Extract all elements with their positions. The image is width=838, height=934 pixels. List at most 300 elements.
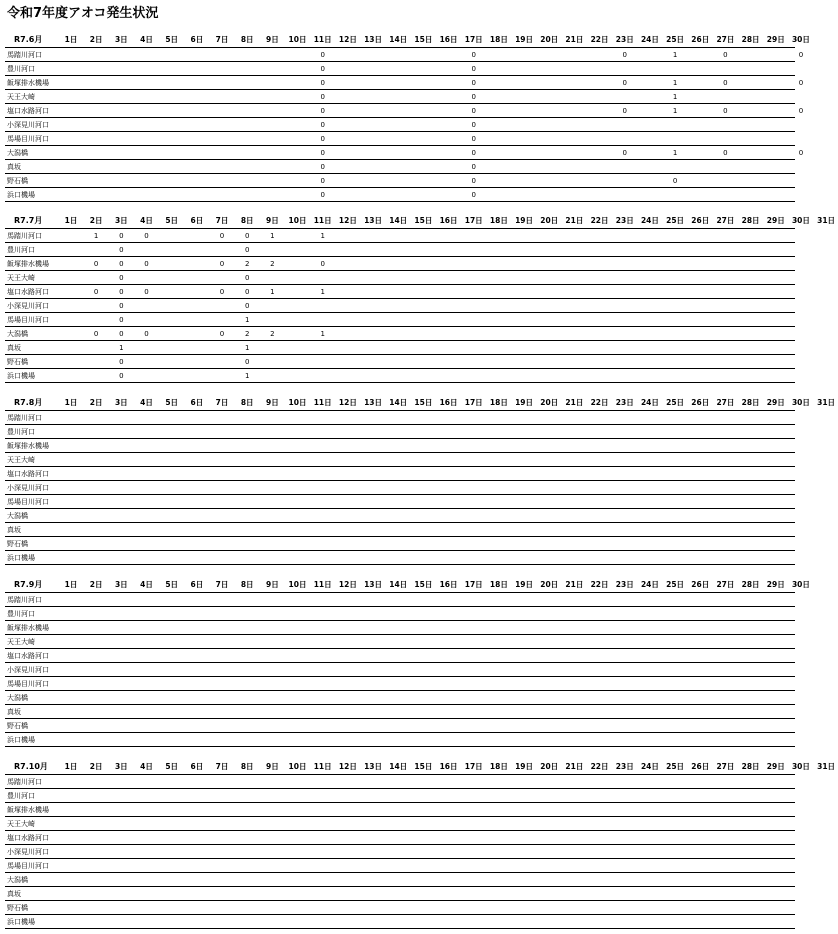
day-header: 9日 (266, 216, 279, 225)
day-header: 8日 (240, 580, 254, 589)
month-label: R7.10月 (14, 762, 48, 771)
day-header: 27日 (716, 398, 735, 407)
day-header: 7日 (215, 216, 229, 225)
day-header: 28日 (741, 216, 760, 225)
location-name: 豊川河口 (7, 65, 35, 73)
day-header: 13日 (364, 762, 382, 771)
value-cell: 0 (622, 79, 627, 87)
value-cell: 0 (244, 358, 250, 366)
day-header: 3日 (114, 216, 128, 225)
location-name: 馬場目川河口 (7, 498, 49, 506)
value-cell: 0 (244, 232, 250, 240)
table-row (5, 845, 795, 859)
location-name: 小深見川河口 (7, 848, 49, 856)
day-header: 23日 (615, 580, 634, 589)
table-row (5, 118, 795, 132)
location-name: 小深見川河口 (7, 302, 49, 310)
day-header: 16日 (439, 398, 458, 407)
location-name: 真坂 (7, 526, 21, 534)
day-header: 14日 (389, 398, 408, 407)
value-cell: 0 (471, 135, 476, 143)
table-row (5, 285, 795, 299)
location-name: 馬踏川河口 (7, 778, 42, 786)
location-name: 野石橋 (7, 904, 28, 912)
location-name: 塩口水路河口 (7, 107, 49, 115)
value-cell: 1 (270, 288, 275, 296)
day-header: 3日 (114, 398, 128, 407)
location-name: 塩口水路河口 (7, 834, 49, 842)
value-cell: 1 (320, 232, 325, 240)
value-cell: 0 (471, 93, 476, 101)
location-name: 天王大崎 (7, 274, 35, 282)
value-cell: 0 (471, 65, 476, 73)
day-header: 8日 (240, 398, 254, 407)
day-header: 29日 (766, 216, 785, 225)
day-header: 31日 (817, 216, 836, 225)
location-name: 浜口機場 (7, 918, 35, 926)
table-row (5, 649, 795, 663)
location-name: 天王大崎 (7, 93, 35, 101)
location-name: 小深見川河口 (7, 666, 49, 674)
value-cell: 0 (320, 51, 325, 59)
value-cell: 2 (244, 260, 250, 268)
day-header: 15日 (414, 398, 433, 407)
table-row (5, 593, 795, 607)
month-header (5, 396, 836, 411)
value-cell: 0 (119, 302, 124, 310)
day-header: 11日 (313, 35, 332, 44)
value-cell: 1 (119, 344, 124, 352)
day-header: 20日 (540, 216, 559, 225)
day-header: 9日 (266, 35, 279, 44)
day-header: 29日 (766, 580, 785, 589)
day-header: 18日 (489, 398, 508, 407)
day-header: 29日 (766, 398, 785, 407)
table-row (5, 90, 795, 104)
day-header: 11日 (313, 762, 332, 771)
value-cell: 1 (672, 79, 678, 87)
day-header: 24日 (640, 580, 659, 589)
location-name: 野石橋 (7, 722, 28, 730)
table-row (5, 887, 795, 901)
day-header: 16日 (439, 762, 458, 771)
day-header: 7日 (215, 398, 229, 407)
day-header: 1日 (64, 762, 78, 771)
value-cell: 0 (244, 288, 250, 296)
day-header: 29日 (766, 35, 785, 44)
day-header: 28日 (741, 580, 760, 589)
value-cell: 2 (270, 260, 275, 268)
day-header: 6日 (190, 35, 204, 44)
table-row (5, 313, 795, 327)
day-header: 16日 (439, 580, 458, 589)
day-header: 3日 (114, 580, 128, 589)
month-table (5, 760, 836, 929)
location-name: 大潟橋 (7, 512, 28, 520)
table-row (5, 719, 795, 733)
value-cell: 0 (798, 79, 804, 87)
day-header: 18日 (489, 216, 508, 225)
day-header: 9日 (266, 398, 279, 407)
value-cell: 0 (219, 260, 225, 268)
day-header: 16日 (439, 35, 458, 44)
day-header: 19日 (515, 398, 534, 407)
day-header: 13日 (364, 35, 382, 44)
day-header: 20日 (540, 35, 559, 44)
value-cell: 0 (320, 135, 325, 143)
location-name: 馬踏川河口 (7, 232, 42, 240)
location-name: 飯塚排水機場 (7, 806, 49, 814)
table-row (5, 229, 795, 243)
day-header: 10日 (288, 580, 307, 589)
day-header: 11日 (313, 216, 332, 225)
day-header: 23日 (615, 35, 634, 44)
table-row (5, 160, 795, 174)
day-header: 17日 (464, 762, 483, 771)
day-header: 4日 (140, 580, 153, 589)
day-header: 9日 (266, 762, 279, 771)
table-row (5, 607, 795, 621)
table-row (5, 817, 795, 831)
location-name: 野石橋 (7, 177, 28, 185)
day-header: 12日 (338, 580, 357, 589)
day-header: 10日 (288, 216, 307, 225)
day-header: 14日 (389, 35, 408, 44)
day-header: 23日 (615, 216, 634, 225)
day-header: 6日 (190, 762, 204, 771)
table-row (5, 48, 804, 62)
table-row (5, 705, 795, 719)
value-cell: 0 (119, 358, 124, 366)
day-header: 14日 (389, 580, 408, 589)
table-row (5, 132, 795, 146)
location-name: 真坂 (7, 163, 21, 171)
day-header: 27日 (716, 216, 735, 225)
day-header: 25日 (666, 216, 685, 225)
day-header: 6日 (190, 398, 204, 407)
day-header: 15日 (414, 580, 433, 589)
day-header: 17日 (464, 35, 483, 44)
day-header: 28日 (741, 398, 760, 407)
day-header: 22日 (590, 762, 609, 771)
table-row (5, 188, 795, 202)
day-header: 2日 (89, 216, 103, 225)
value-cell: 0 (622, 107, 627, 115)
value-cell: 0 (471, 121, 476, 129)
table-row (5, 509, 795, 523)
location-name: 馬場目川河口 (7, 862, 49, 870)
value-cell: 0 (672, 177, 678, 185)
value-cell: 0 (723, 107, 728, 115)
day-header: 21日 (565, 398, 584, 407)
table-row (5, 327, 795, 341)
location-name: 浜口機場 (7, 372, 35, 380)
table-row (5, 369, 795, 383)
day-header: 5日 (165, 398, 179, 407)
value-cell: 0 (471, 51, 476, 59)
value-cell: 0 (320, 121, 325, 129)
value-cell: 0 (119, 372, 124, 380)
location-name: 塩口水路河口 (7, 652, 49, 660)
table-row (5, 621, 795, 635)
table-row (5, 691, 795, 705)
day-header: 24日 (640, 762, 659, 771)
day-header: 15日 (414, 762, 433, 771)
value-cell: 0 (320, 107, 325, 115)
day-header: 14日 (389, 762, 408, 771)
day-header: 24日 (640, 35, 659, 44)
day-header: 31日 (817, 398, 836, 407)
value-cell: 0 (471, 163, 476, 171)
day-header: 30日 (791, 762, 810, 771)
day-header: 3日 (114, 762, 128, 771)
day-header: 8日 (240, 35, 254, 44)
value-cell: 0 (798, 149, 804, 157)
value-cell: 1 (320, 288, 325, 296)
day-header: 26日 (691, 762, 710, 771)
value-cell: 0 (93, 288, 99, 296)
value-cell: 1 (93, 232, 99, 240)
day-header: 4日 (140, 35, 153, 44)
day-header: 18日 (489, 762, 508, 771)
day-header: 17日 (464, 580, 483, 589)
day-header: 5日 (165, 762, 179, 771)
day-header: 22日 (590, 216, 609, 225)
month-table (5, 33, 810, 202)
day-header: 25日 (666, 398, 685, 407)
location-name: 飯塚排水機場 (7, 79, 49, 87)
month-header (5, 578, 810, 593)
location-name: 飯塚排水機場 (7, 442, 49, 450)
table-row (5, 62, 795, 76)
month-table (5, 396, 836, 565)
day-header: 17日 (464, 398, 483, 407)
value-cell: 1 (672, 149, 678, 157)
day-header: 14日 (389, 216, 408, 225)
value-cell: 0 (798, 51, 804, 59)
day-header: 12日 (338, 35, 357, 44)
day-header: 30日 (791, 398, 810, 407)
table-row (5, 146, 804, 160)
value-cell: 0 (244, 246, 250, 254)
table-row (5, 663, 795, 677)
day-header: 10日 (288, 762, 307, 771)
value-cell: 0 (320, 177, 325, 185)
value-cell: 0 (320, 79, 325, 87)
day-header: 1日 (64, 35, 78, 44)
location-name: 豊川河口 (7, 610, 35, 618)
location-name: 天王大崎 (7, 638, 35, 646)
day-header: 5日 (165, 216, 179, 225)
day-header: 25日 (666, 580, 685, 589)
value-cell: 0 (471, 149, 476, 157)
day-header: 3日 (114, 35, 128, 44)
day-header: 30日 (791, 580, 810, 589)
value-cell: 1 (672, 107, 678, 115)
day-header: 17日 (464, 216, 483, 225)
value-cell: 0 (320, 149, 325, 157)
value-cell: 0 (144, 232, 149, 240)
value-cell: 0 (144, 260, 149, 268)
day-header: 2日 (89, 762, 103, 771)
day-header: 27日 (716, 580, 735, 589)
location-name: 馬踏川河口 (7, 414, 42, 422)
month-table (5, 214, 836, 383)
day-header: 26日 (691, 35, 710, 44)
day-header: 2日 (89, 35, 103, 44)
day-header: 6日 (190, 216, 204, 225)
day-header: 4日 (140, 216, 153, 225)
table-row (5, 495, 795, 509)
day-header: 2日 (89, 580, 103, 589)
month-table (5, 578, 810, 747)
table-row (5, 243, 795, 257)
value-cell: 0 (723, 149, 728, 157)
table-row (5, 775, 795, 789)
value-cell: 0 (320, 163, 325, 171)
table-row (5, 299, 795, 313)
table-row (5, 677, 795, 691)
value-cell: 0 (471, 191, 476, 199)
day-header: 24日 (640, 216, 659, 225)
month-header (5, 33, 810, 48)
day-header: 19日 (515, 580, 534, 589)
location-name: 野石橋 (7, 358, 28, 366)
location-name: 浜口機場 (7, 554, 35, 562)
location-name: 馬場目川河口 (7, 135, 49, 143)
value-cell: 0 (471, 107, 476, 115)
day-header: 1日 (64, 580, 78, 589)
day-header: 27日 (716, 35, 735, 44)
location-name: 天王大崎 (7, 456, 35, 464)
location-name: 大潟橋 (7, 149, 28, 157)
table-row (5, 271, 795, 285)
location-name: 塩口水路河口 (7, 288, 49, 296)
location-name: 浜口機場 (7, 736, 35, 744)
day-header: 24日 (640, 398, 659, 407)
value-cell: 0 (93, 260, 99, 268)
value-cell: 0 (119, 274, 124, 282)
table-row (5, 551, 795, 565)
value-cell: 0 (471, 177, 476, 185)
value-cell: 1 (270, 232, 275, 240)
day-header: 9日 (266, 580, 279, 589)
day-header: 26日 (691, 398, 710, 407)
day-header: 19日 (515, 35, 534, 44)
table-row (5, 873, 795, 887)
day-header: 10日 (288, 398, 307, 407)
day-header: 16日 (439, 216, 458, 225)
table-row (5, 859, 795, 873)
day-header: 4日 (140, 762, 153, 771)
day-header: 11日 (313, 580, 332, 589)
value-cell: 0 (119, 260, 124, 268)
value-cell: 0 (219, 232, 225, 240)
day-header: 7日 (215, 762, 229, 771)
day-header: 5日 (165, 35, 179, 44)
day-header: 18日 (489, 580, 508, 589)
location-name: 真坂 (7, 708, 21, 716)
day-header: 30日 (791, 35, 810, 44)
value-cell: 0 (144, 288, 149, 296)
day-header: 22日 (590, 35, 609, 44)
value-cell: 1 (244, 372, 250, 380)
month-label: R7.8月 (14, 398, 43, 407)
location-name: 天王大崎 (7, 820, 35, 828)
day-header: 20日 (540, 398, 559, 407)
location-name: 小深見川河口 (7, 121, 49, 129)
day-header: 23日 (615, 398, 634, 407)
day-header: 22日 (590, 398, 609, 407)
day-header: 21日 (565, 762, 584, 771)
table-row (5, 257, 795, 271)
value-cell: 0 (219, 288, 225, 296)
day-header: 15日 (414, 216, 433, 225)
day-header: 12日 (338, 762, 357, 771)
day-header: 4日 (140, 398, 153, 407)
table-row (5, 537, 795, 551)
table-row (5, 439, 795, 453)
value-cell: 1 (244, 316, 250, 324)
table-row (5, 523, 795, 537)
table-row (5, 733, 795, 747)
location-name: 飯塚排水機場 (7, 624, 49, 632)
day-header: 21日 (565, 580, 584, 589)
day-header: 15日 (414, 35, 433, 44)
value-cell: 0 (93, 330, 99, 338)
value-cell: 0 (320, 93, 325, 101)
day-header: 2日 (89, 398, 103, 407)
value-cell: 0 (471, 79, 476, 87)
table-row (5, 355, 795, 369)
value-cell: 0 (119, 316, 124, 324)
day-header: 21日 (565, 216, 584, 225)
value-cell: 2 (244, 330, 250, 338)
month-label: R7.6月 (14, 35, 43, 44)
location-name: 大潟橋 (7, 876, 28, 884)
month-label: R7.7月 (14, 216, 43, 225)
value-cell: 0 (320, 65, 325, 73)
value-cell: 0 (320, 191, 325, 199)
location-name: 豊川河口 (7, 428, 35, 436)
day-header: 25日 (666, 762, 685, 771)
location-name: 真坂 (7, 890, 21, 898)
table-row (5, 76, 804, 90)
location-name: 馬踏川河口 (7, 51, 42, 59)
day-header: 18日 (489, 35, 508, 44)
value-cell: 2 (270, 330, 275, 338)
day-header: 20日 (540, 580, 559, 589)
table-row (5, 467, 795, 481)
day-header: 13日 (364, 216, 382, 225)
value-cell: 0 (723, 79, 728, 87)
location-name: 浜口機場 (7, 191, 35, 199)
day-header: 7日 (215, 580, 229, 589)
location-name: 豊川河口 (7, 246, 35, 254)
day-header: 25日 (666, 35, 685, 44)
page-title: 令和7年度アオコ発生状況 (7, 6, 159, 21)
table-row (5, 915, 795, 929)
table-row (5, 803, 795, 817)
table-row (5, 635, 795, 649)
day-header: 11日 (313, 398, 332, 407)
table-row (5, 104, 804, 118)
location-name: 馬踏川河口 (7, 596, 42, 604)
table-row (5, 425, 795, 439)
day-header: 28日 (741, 762, 760, 771)
table-row (5, 174, 795, 188)
location-name: 真坂 (7, 344, 21, 352)
